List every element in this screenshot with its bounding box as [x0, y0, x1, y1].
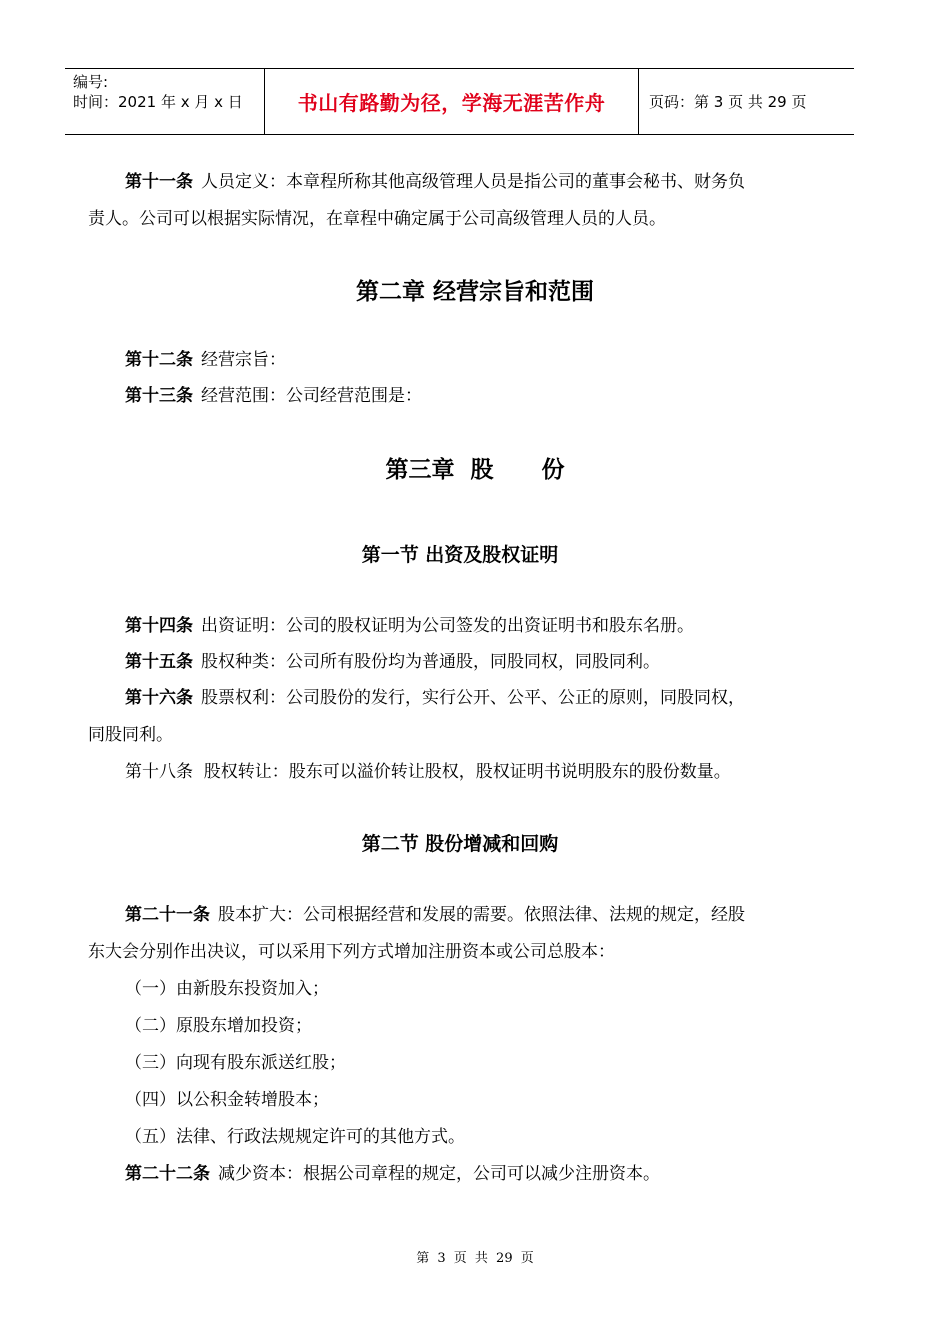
time-label: 时间：2021 年 x 月 x 日 — [73, 93, 243, 111]
article-15-text: 股权种类：公司所有股份均为普通股，同股同权，同股同利。 — [201, 652, 660, 672]
chapter-2-heading: 第二章 经营宗旨和范围 — [355, 279, 594, 305]
article-16-text: 股票权利：公司股份的发行，实行公开、公平、公正的原则，同股同权， — [201, 688, 745, 708]
article-14 — [125, 616, 694, 636]
article-21-line2: 东大会分别作出决议，可以采用下列方式增加注册资本或公司总股本： — [88, 942, 615, 962]
article-22-text: 减少资本：根据公司章程的规定，公司可以减少注册资本。 — [218, 1164, 660, 1184]
article-14-number: 第十四条 — [125, 616, 193, 636]
chapter-3-heading: 第三章 股 份 — [385, 457, 565, 483]
document-header — [65, 68, 854, 135]
article-11-number: 第十一条 — [125, 172, 193, 192]
list-item: （五）法律、行政法规规定许可的其他方式。 — [125, 1127, 465, 1147]
article-21-line1 — [125, 905, 745, 925]
article-18: 第十八条 股权转让：股东可以溢价转让股权，股权证明书说明股东的股份数量。 — [125, 762, 731, 782]
article-12-number: 第十二条 — [125, 350, 193, 370]
article-21-text: 股本扩大：公司根据经营和发展的需要。依照法律、法规的规定，经股 — [218, 905, 745, 925]
list-item: （一）由新股东投资加入； — [125, 979, 329, 999]
list-item: （四）以公积金转增股本； — [125, 1090, 329, 1110]
article-11-text: 人员定义：本章程所称其他高级管理人员是指公司的董事会秘书、财务负 — [201, 172, 745, 192]
section-2-heading: 第二节 股份增减和回购 — [361, 833, 559, 855]
number-label: 编号: — [73, 73, 109, 91]
page-footer: 第 3 页 共 29 页 — [416, 1251, 534, 1266]
article-15 — [125, 652, 660, 672]
list-item: （二）原股东增加投资； — [125, 1016, 312, 1036]
article-15-number: 第十五条 — [125, 652, 193, 672]
header-motto: 书山有路勤为径，学海无涯苦作舟 — [265, 69, 639, 134]
article-22-number: 第二十二条 — [125, 1164, 210, 1184]
article-16-line1 — [125, 688, 745, 708]
article-12-text: 经营宗旨： — [201, 350, 286, 370]
section-1-heading: 第一节 出资及股权证明 — [361, 544, 559, 566]
article-22 — [125, 1164, 660, 1184]
header-page-info: 页码：第 3 页 共 29 页 — [649, 93, 807, 111]
list-item: （三）向现有股东派送红股； — [125, 1053, 346, 1073]
article-16-number: 第十六条 — [125, 688, 193, 708]
article-11-line1 — [125, 172, 745, 192]
article-13 — [125, 386, 422, 406]
article-21-number: 第二十一条 — [125, 905, 210, 925]
article-11-line2: 责人。公司可以根据实际情况，在章程中确定属于公司高级管理人员的人员。 — [88, 209, 666, 229]
article-16-line2: 同股同利。 — [88, 725, 173, 745]
article-12 — [125, 350, 286, 370]
header-meta — [65, 69, 265, 134]
article-13-number: 第十三条 — [125, 386, 193, 406]
article-13-text: 经营范围：公司经营范围是： — [201, 386, 422, 406]
article-14-text: 出资证明：公司的股权证明为公司签发的出资证明书和股东名册。 — [201, 616, 694, 636]
